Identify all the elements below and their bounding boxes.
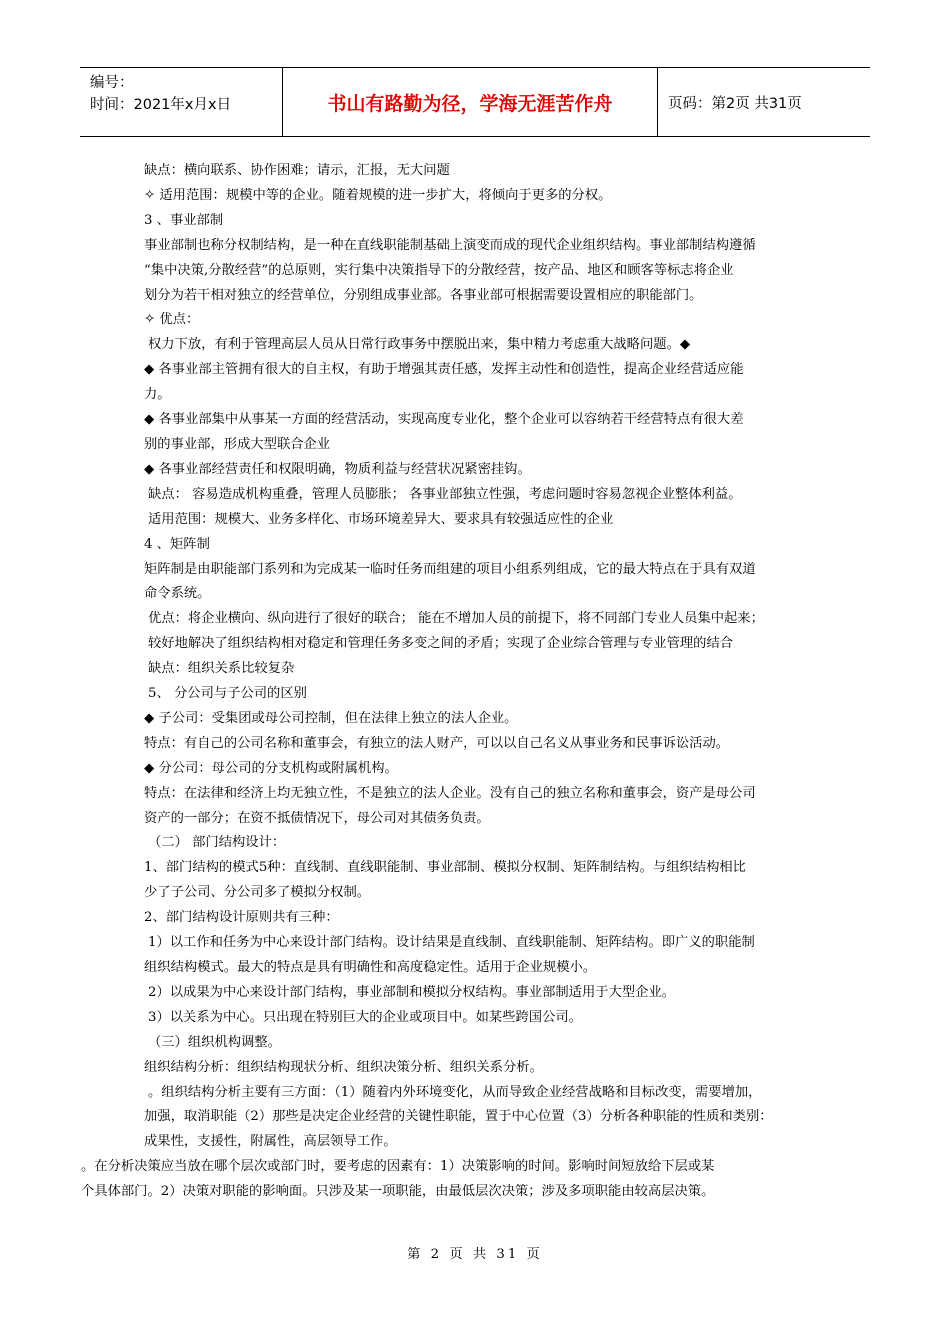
body-line: 3）以关系为中心。只出现在特别巨大的企业或项目中。如某些跨国公司。	[148, 1009, 582, 1025]
body-line: 缺点：横向联系、协作困难；请示，汇报，无大问题	[144, 163, 450, 178]
body-line: 矩阵制是由职能部门系列和为完成某一临时任务而组建的项目小组系列组成，它的最大特点在于具有双道	[144, 561, 756, 577]
body-line: 组织结构模式。最大的特点是具有明确性和高度稳定性。适用于企业规模小。	[144, 960, 597, 975]
body-line: 1、部门结构的模式5种：直线制、直线职能制、事业部制、模拟分权制、矩阵制结构。与组织结构相比	[144, 860, 746, 876]
body-line: 事业部制也称分权制结构，是一种在直线职能制基础上演变而成的现代企业组织结构。事业部制结构遵循	[144, 237, 756, 253]
body-line: 命令系统。	[144, 586, 211, 602]
body-line: 较好地解决了组织结构相对稳定和管理任务多变之间的矛盾；实现了企业综合管理与专业管理的结合	[148, 636, 734, 652]
page-header	[80, 67, 870, 137]
body-line: 特点：有自己的公司名称和董事会，有独立的法人财产，可以以自己名义从事业务和民事诉讼活动。	[144, 735, 730, 751]
body-line: 2）以成果为中心来设计部门结构，事业部制和模拟分权结构。事业部制适用于大型企业。	[148, 984, 676, 1000]
header-page-label: 页码：第2页 共31页	[668, 95, 802, 112]
body-line: ✧ 优点：	[144, 312, 200, 328]
body-line: ◆ 各事业部集中从事某一方面的经营活动，实现高度专业化，整个企业可以容纳若干经营特点有很大差	[144, 412, 744, 428]
body-line: 5、 分公司与子公司的区别	[148, 686, 307, 702]
body-line: （三）组织机构调整。	[148, 1034, 281, 1050]
body-line: 资产的一部分；在资不抵债情况下，母公司对其债务负责。	[144, 810, 490, 826]
body-line: 2、部门结构设计原则共有三种：	[144, 910, 339, 926]
body-line: 权力下放，有利于管理高层人员从日常行政事务中摆脱出来，集中精力考虑重大战略问题。◆	[148, 337, 691, 353]
body-line: 3 、事业部制	[144, 212, 224, 228]
page-footer: 第 2 页 共 31 页	[407, 1247, 543, 1262]
body-line: 加强，取消职能（2）那些是决定企业经营的关键性职能，置于中心位置（3）分析各种职能的性质和类别：	[144, 1109, 773, 1125]
body-line: 。在分析决策应当放在哪个层次或部门时，要考虑的因素有：1）决策影响的时间。影响时间短放给下层或某	[81, 1159, 715, 1175]
body-line: 组织结构分析：组织结构现状分析、组织决策分析、组织关系分析。	[144, 1059, 543, 1075]
body-line: 优点：将企业横向、纵向进行了很好的联合； 能在不增加人员的前提下，将不同部门专业人员集中起来；	[148, 611, 764, 627]
body-line: ◆ 各事业部经营责任和权限明确，物质利益与经营状况紧密挂钩。	[144, 461, 531, 477]
body-line: 。组织结构分析主要有三方面：（1）随着内外环境变化，从而导致企业经营战略和目标改变，需要增加，	[148, 1084, 762, 1100]
body-line: 划分为若干相对独立的经营单位，分别组成事业部。各事业部可根据需要设置相应的职能部门。	[144, 287, 703, 303]
document-body	[81, 159, 825, 1205]
body-line: ◆ 子公司：受集团或母公司控制，但在法律上独立的法人企业。	[144, 710, 518, 726]
header-meta	[80, 68, 283, 136]
body-line: 特点：在法律和经济上均无独立性，不是独立的法人企业。没有自己的独立名称和董事会，资产是母公司	[144, 785, 756, 801]
body-line: 成果性，支援性，附属性，高层领导工作。	[144, 1134, 397, 1150]
body-line: 少了子公司、分公司多了模拟分权制。	[144, 885, 371, 901]
document-date-label: 时间：2021年x月x日	[90, 97, 232, 113]
body-line: 个具体部门。2）决策对职能的影响面。只涉及某一项职能，由最低层次决策；涉及多项职能由较高层决策。	[81, 1184, 715, 1200]
document-number-label: 编号：	[90, 75, 134, 91]
body-line: 缺点：组织关系比较复杂	[148, 661, 295, 677]
body-line: 力。	[144, 387, 171, 403]
body-line: 别的事业部，形成大型联合企业	[144, 436, 331, 452]
body-line: 4 、矩阵制	[144, 536, 210, 552]
body-line: 适用范围：规模大、业务多样化、市场环境差异大、要求具有较强适应性的企业	[148, 511, 614, 527]
body-line: 1）以工作和任务为中心来设计部门结构。设计结果是直线制、直线职能制、矩阵结构。即广义的职能制	[148, 935, 755, 951]
body-line: （二） 部门结构设计：	[148, 835, 286, 851]
body-line: ✧ 适用范围：规模中等的企业。随着规模的进一步扩大，将倾向于更多的分权。	[144, 187, 612, 203]
body-line: “集中决策,分散经营”的总原则，实行集中决策指导下的分散经营，按产品、地区和顾客等标志将企业	[144, 262, 734, 278]
body-line: 缺点： 容易造成机构重叠，管理人员膨胀； 各事业部独立性强，考虑问题时容易忽视企业整体利益。	[148, 486, 742, 502]
body-line: ◆ 各事业部主管拥有很大的自主权，有助于增强其责任感，发挥主动性和创造性，提高企业经营适应能	[144, 362, 744, 378]
body-line: ◆ 分公司：母公司的分支机构或附属机构。	[144, 760, 398, 776]
header-motto: 书山有路勤为径，学海无涯苦作舟	[283, 68, 658, 136]
